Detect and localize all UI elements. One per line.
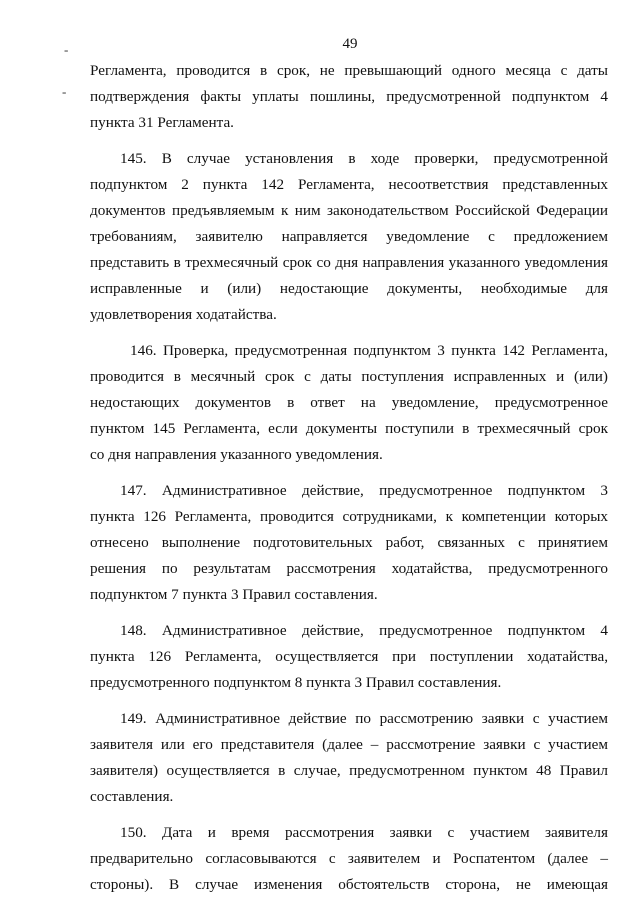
- text-line: решения по результатам рассмотрения ходатайства, предусмотренного: [90, 560, 608, 577]
- text-line: составления.: [90, 788, 174, 805]
- text-line: пункта 126 Регламента, осуществляется при поступлении ходатайства,: [90, 648, 608, 665]
- margin-mark: -: [64, 42, 69, 57]
- text-line: подтверждения факты уплаты пошлины, предусмотренной подпунктом 4: [90, 88, 608, 105]
- text-line: подпунктом 7 пункта 3 Правил составления.: [90, 586, 378, 603]
- text-line: подпунктом 2 пункта 142 Регламента, несоответствия представленных: [90, 176, 608, 193]
- text-line: предусмотренного подпунктом 8 пункта 3 Правил составления.: [90, 674, 502, 691]
- text-line: предварительно согласовываются с заявителем и Роспатентом (далее –: [90, 850, 608, 867]
- text-line: 146. Проверка, предусмотренная подпунктом 3 пункта 142 Регламента,: [130, 342, 608, 359]
- text-line: недостающих документов в ответ на уведомление, предусмотренное: [90, 394, 608, 411]
- text-line: пункта 126 Регламента, проводится сотрудниками, к компетенции которых: [90, 508, 608, 525]
- margin-mark: -: [62, 84, 67, 99]
- text-line: проводится в месячный срок с даты поступления исправленных и (или): [90, 368, 608, 385]
- text-line: пунктом 145 Регламента, если документы поступили в трехмесячный срок: [90, 420, 608, 437]
- document-body: [90, 58, 608, 898]
- text-line: 149. Административное действие по рассмотрению заявки с участием: [120, 710, 608, 727]
- text-line: отнесено выполнение подготовительных работ, связанных с принятием: [90, 534, 608, 551]
- text-line: со дня направления указанного уведомления.: [90, 446, 383, 463]
- text-line: требованиям, заявителю направляется уведомление с предложением: [90, 228, 608, 245]
- text-line: 145. В случае установления в ходе проверки, предусмотренной: [120, 150, 608, 167]
- text-line: удовлетворения ходатайства.: [90, 306, 277, 323]
- text-line: заявителя или его представителя (далее – рассмотрение заявки с участием: [90, 736, 608, 753]
- text-line: 150. Дата и время рассмотрения заявки с участием заявителя: [120, 824, 608, 841]
- text-line: стороны). В случае изменения обстоятельств сторона, не имеющая: [90, 876, 608, 893]
- text-line: заявителя) осуществляется в случае, предусмотренном пунктом 48 Правил: [90, 762, 608, 779]
- text-line: представить в трехмесячный срок со дня направления указанного уведомления: [90, 254, 608, 271]
- text-line: пункта 31 Регламента.: [90, 114, 234, 131]
- text-line: Регламента, проводится в срок, не превышающий одного месяца с даты: [90, 62, 608, 79]
- text-line: документов предъявляемым к ним законодательством Российской Федерации: [90, 202, 608, 219]
- text-line: 147. Административное действие, предусмотренное подпунктом 3: [120, 482, 608, 499]
- text-line: исправленные и (или) недостающие документы, необходимые для: [90, 280, 608, 297]
- text-line: 148. Административное действие, предусмотренное подпунктом 4: [120, 622, 608, 639]
- page-number: 49: [342, 36, 358, 52]
